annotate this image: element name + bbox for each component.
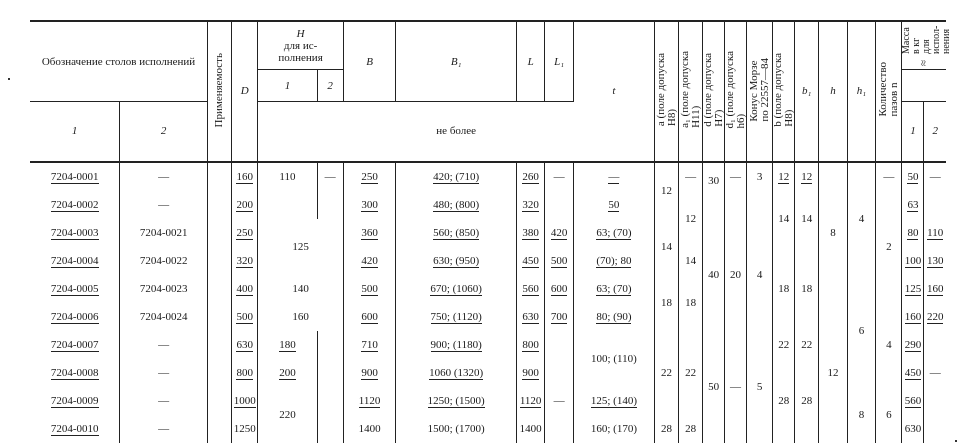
d-value: 630 bbox=[236, 338, 253, 351]
t-value: 50 bbox=[608, 198, 620, 211]
designation-1: 7204-0006 bbox=[50, 310, 99, 323]
h1-value: 110 bbox=[279, 170, 296, 183]
d-value: 250 bbox=[236, 226, 253, 239]
mass1-value: 450 bbox=[904, 366, 922, 379]
b-value: 300 bbox=[361, 198, 378, 211]
mass1-value: 160 bbox=[904, 310, 922, 323]
d-tol-header: d (поле допуска H7) bbox=[702, 52, 726, 127]
t-value: 125; (140) bbox=[590, 394, 637, 407]
d-value: 800 bbox=[236, 366, 253, 379]
a1-value: 28 bbox=[685, 422, 697, 435]
l-value: 380 bbox=[522, 226, 539, 239]
table-row bbox=[30, 162, 946, 191]
mass1-value: 100 bbox=[904, 254, 922, 267]
h2-value: — bbox=[324, 170, 336, 183]
b1-tol-value: 22 bbox=[801, 338, 813, 351]
designation-2: — bbox=[158, 394, 170, 407]
mass1-value: 630 bbox=[904, 422, 922, 435]
d1-value: — bbox=[730, 170, 741, 183]
designation-2: — bbox=[158, 366, 170, 379]
b-tol-value: 14 bbox=[778, 212, 790, 225]
l1-value: — bbox=[553, 170, 565, 183]
table-row bbox=[30, 359, 946, 387]
table-row bbox=[30, 331, 946, 359]
b1-value: 1060 (1320) bbox=[429, 366, 484, 379]
spec-table-sheet bbox=[30, 20, 953, 443]
b1-tol-value: 18 bbox=[801, 282, 813, 295]
morse-value: 4 bbox=[756, 268, 763, 281]
b1-value: 670; (1060) bbox=[430, 282, 482, 295]
b1-value: 480; (800) bbox=[433, 198, 480, 211]
b-value: 250 bbox=[361, 170, 378, 183]
h-sub-header: для ис- полнения bbox=[278, 39, 323, 64]
exec2-header: 2 bbox=[160, 125, 167, 138]
l-value: 630 bbox=[522, 310, 539, 323]
l1-value: 600 bbox=[550, 282, 568, 295]
mass-header: Масса в кг для испол- нения bbox=[901, 25, 953, 54]
b1-tol-header: b₁ bbox=[802, 85, 812, 98]
l-value: 320 bbox=[522, 198, 539, 211]
b-value: 1400 bbox=[358, 422, 381, 435]
l1-header: L₁ bbox=[554, 55, 565, 68]
h1-header: h₁ bbox=[856, 85, 867, 98]
a1-value: 14 bbox=[685, 254, 697, 267]
t-header: t bbox=[612, 85, 616, 98]
designation-2: — bbox=[158, 422, 170, 435]
d-tol-value: 40 bbox=[708, 268, 720, 281]
h-header: H bbox=[296, 27, 305, 40]
morse-value: 5 bbox=[756, 380, 763, 393]
b-value: 600 bbox=[361, 310, 378, 323]
slots-value: 2 bbox=[886, 240, 892, 253]
h-value: 180 bbox=[279, 338, 296, 351]
h1-dim-value: 6 bbox=[858, 324, 865, 337]
b-value: 500 bbox=[361, 282, 378, 295]
b1-value: 900; (1180) bbox=[430, 338, 482, 351]
h2-exec-header: 2 bbox=[327, 79, 333, 92]
a-value: 14 bbox=[661, 240, 672, 253]
table-row bbox=[30, 247, 946, 275]
b-value: 710 bbox=[361, 338, 378, 351]
designation-2: 7204-0023 bbox=[139, 282, 188, 295]
b-value: 1120 bbox=[358, 394, 381, 407]
l-header: L bbox=[527, 55, 534, 68]
t-value: 100; (110) bbox=[591, 352, 637, 365]
a-value: 18 bbox=[661, 296, 672, 309]
l-value: 450 bbox=[522, 254, 539, 267]
b1-value: 420; (710) bbox=[433, 170, 480, 183]
scan-dot bbox=[955, 440, 957, 442]
t-value: (70); 80 bbox=[596, 254, 632, 267]
a-header: a (поле допуска H8) bbox=[654, 53, 678, 127]
t-value: — bbox=[608, 170, 620, 183]
t-value: 63; (70) bbox=[596, 226, 632, 239]
b-header: B bbox=[366, 55, 373, 68]
mass2-value: 220 bbox=[926, 310, 944, 323]
designation-2: 7204-0024 bbox=[139, 310, 188, 323]
designation-1: 7204-0008 bbox=[50, 366, 99, 379]
d-tol-value: 30 bbox=[708, 174, 720, 187]
l1-value: — bbox=[553, 394, 565, 407]
l-value: 800 bbox=[522, 338, 539, 351]
designation-1: 7204-0004 bbox=[50, 254, 99, 267]
designation-1: 7204-0005 bbox=[50, 282, 99, 295]
d-value: 1250 bbox=[233, 422, 256, 435]
t-value: 160; (170) bbox=[590, 422, 637, 435]
h1-dim-value: 4 bbox=[858, 212, 865, 225]
h-value: 220 bbox=[279, 408, 296, 421]
l-value: 1120 bbox=[519, 394, 542, 407]
mass2-value: 110 bbox=[927, 226, 944, 239]
mass1-value: 80 bbox=[907, 226, 919, 239]
a-value: 12 bbox=[661, 184, 672, 197]
d-value: 200 bbox=[236, 198, 253, 211]
b1-value: 750; (1120) bbox=[430, 310, 482, 323]
slots-value: 4 bbox=[886, 338, 892, 351]
mass2-value: — bbox=[929, 170, 941, 183]
b1-tol-value: 14 bbox=[801, 212, 813, 225]
d-value: 1000 bbox=[233, 394, 256, 407]
b-tol-header: b (поле допуска H8) bbox=[772, 52, 796, 127]
applicability-header: Применяемость bbox=[213, 52, 226, 127]
designation-1: 7204-0003 bbox=[50, 226, 99, 239]
tables-spec-table bbox=[30, 20, 953, 443]
mass1-value: 560 bbox=[904, 394, 922, 407]
d-value: 400 bbox=[236, 282, 253, 295]
b-tol-value: 18 bbox=[778, 282, 790, 295]
a1-value: 22 bbox=[685, 366, 697, 379]
l1-value: 420 bbox=[550, 226, 568, 239]
h-value: 125 bbox=[292, 240, 309, 253]
slots-value: — bbox=[883, 170, 895, 183]
h-dim-header: h bbox=[830, 85, 836, 98]
b-tol-value: 28 bbox=[778, 394, 790, 407]
b1-value: 560; (850) bbox=[433, 226, 480, 239]
designation-2: 7204-0022 bbox=[139, 254, 188, 267]
l1-value: 700 bbox=[550, 310, 568, 323]
d-value: 160 bbox=[236, 170, 253, 183]
d-value: 320 bbox=[236, 254, 253, 267]
a-value: 22 bbox=[661, 366, 672, 379]
b-value: 360 bbox=[361, 226, 378, 239]
mass2-value: — bbox=[929, 366, 941, 379]
b-value: 900 bbox=[361, 366, 378, 379]
b1-header: B₁ bbox=[450, 55, 462, 68]
table-row bbox=[30, 191, 946, 219]
a1-value: 18 bbox=[685, 296, 697, 309]
b1-tol-value: 12 bbox=[801, 170, 813, 183]
a1-value: — bbox=[685, 170, 697, 183]
b1-value: 1250; (1500) bbox=[427, 394, 485, 407]
d-tol-value: 50 bbox=[708, 380, 720, 393]
l-value: 1400 bbox=[519, 422, 542, 435]
designation-2: — bbox=[158, 170, 170, 183]
designation-1: 7204-0001 bbox=[50, 170, 99, 183]
mass1-value: 50 bbox=[907, 170, 919, 183]
d-header: D bbox=[240, 85, 249, 98]
b1-value: 630; (950) bbox=[433, 254, 480, 267]
designation-2: — bbox=[158, 338, 170, 351]
designation-1: 7204-0002 bbox=[50, 198, 99, 211]
h-value: 140 bbox=[292, 282, 309, 295]
b1-value: 1500; (1700) bbox=[427, 422, 485, 435]
d1-header: d₁ (поле допуска h6) bbox=[724, 50, 748, 129]
h1-dim-value: 8 bbox=[858, 408, 865, 421]
exec1-header: 1 bbox=[71, 125, 78, 138]
a1-header: a₁ (поле допуска H11) bbox=[678, 51, 702, 129]
b-value: 420 bbox=[361, 254, 378, 267]
morse-header: Конус Морзе по 22557—84 bbox=[747, 57, 771, 122]
t-value: 63; (70) bbox=[596, 282, 632, 295]
mass1-value: 125 bbox=[904, 282, 922, 295]
h-value: 200 bbox=[279, 366, 296, 379]
mass2-value: 160 bbox=[926, 282, 944, 295]
mass1-value: 290 bbox=[904, 338, 922, 351]
designation-header: Обозначение столов исполнений bbox=[41, 55, 196, 68]
morse-value: 3 bbox=[756, 170, 763, 183]
d1-value: 20 bbox=[730, 268, 741, 281]
a1-value: 12 bbox=[685, 212, 697, 225]
l-value: 260 bbox=[522, 170, 539, 183]
mass-approx: ≈ bbox=[917, 59, 930, 66]
scan-dot bbox=[8, 78, 10, 80]
slots-value: 6 bbox=[886, 408, 892, 421]
mass1-header: 1 bbox=[910, 125, 916, 138]
h1-exec-header: 1 bbox=[284, 79, 291, 92]
no-more-header: не более bbox=[436, 125, 477, 138]
designation-1: 7204-0010 bbox=[50, 422, 99, 435]
h-value: 8 bbox=[830, 226, 836, 239]
designation-1: 7204-0007 bbox=[50, 338, 99, 351]
b-tol-value: 22 bbox=[778, 338, 790, 351]
l-value: 560 bbox=[522, 282, 539, 295]
designation-2: 7204-0021 bbox=[139, 226, 188, 239]
h-value: 160 bbox=[292, 310, 309, 323]
mass1-value: 63 bbox=[907, 198, 919, 211]
slots-header: Количество пазов n bbox=[876, 62, 900, 118]
d1-value: — bbox=[730, 380, 741, 393]
b-tol-value: 12 bbox=[778, 170, 790, 183]
l1-value: 500 bbox=[550, 254, 568, 267]
h-value: 12 bbox=[827, 366, 839, 379]
t-value: 80; (90) bbox=[596, 310, 632, 323]
mass2-value: 130 bbox=[926, 254, 944, 267]
a-value: 28 bbox=[661, 422, 672, 435]
l-value: 900 bbox=[522, 366, 539, 379]
designation-2: — bbox=[158, 198, 170, 211]
mass2-header: 2 bbox=[932, 125, 938, 138]
designation-1: 7204-0009 bbox=[50, 394, 99, 407]
b1-tol-value: 28 bbox=[801, 394, 813, 407]
d-value: 500 bbox=[236, 310, 253, 323]
